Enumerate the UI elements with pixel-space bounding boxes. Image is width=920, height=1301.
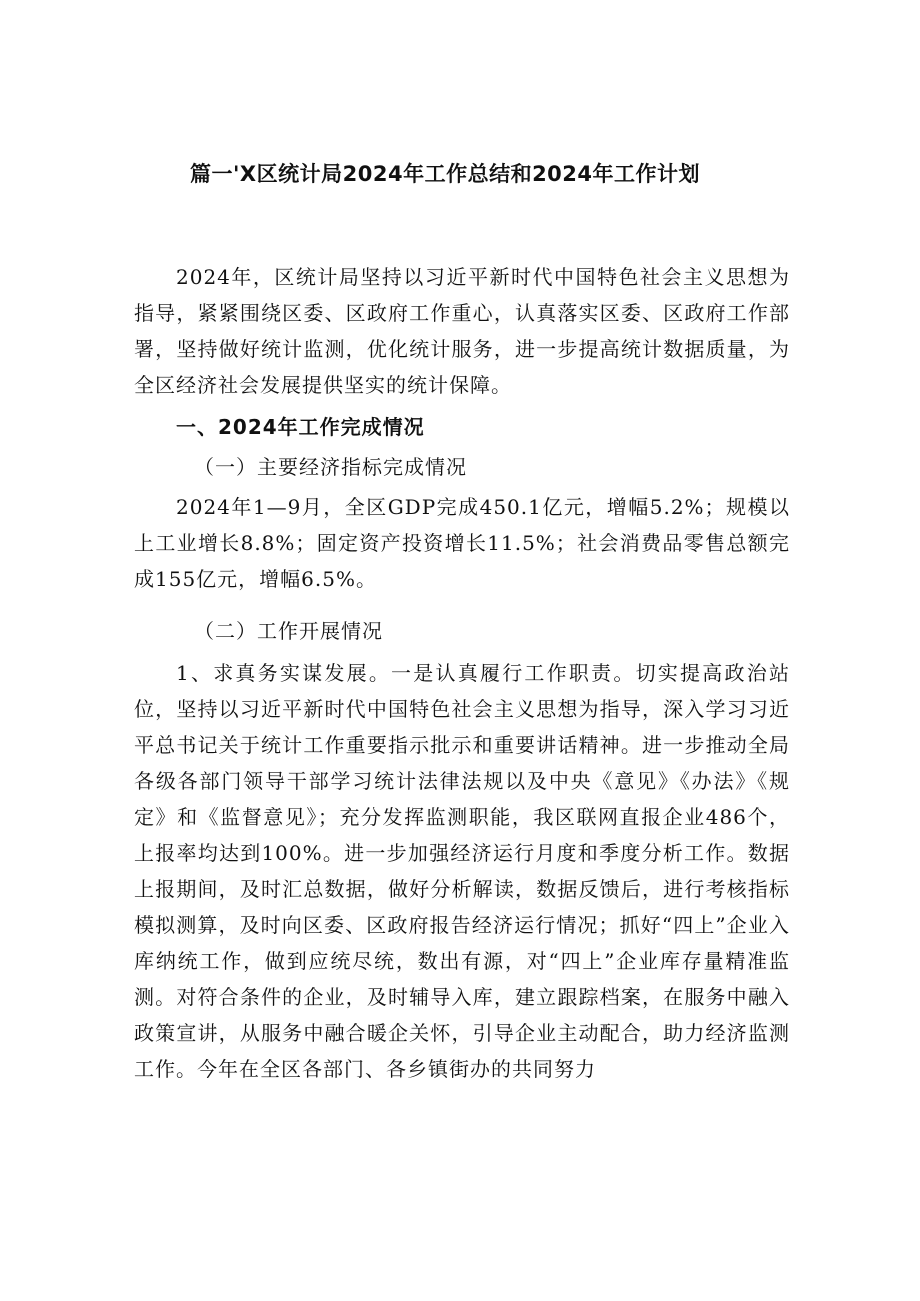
subsection-heading-2: （二）工作开展情况 [194,619,383,643]
intro-paragraph: 2024年，区统计局坚持以习近平新时代中国特色社会主义思想为指导，紧紧围绕区委、区政府工作重心，认真落实区委、区政府工作部署，坚持做好统计监测，优化统计服务，进一步提高统计数据质量，为全区经济社会发展提供坚实的统计保障。 [134,265,790,397]
document-body [134,259,790,1087]
subsection-heading-1: （一）主要经济指标完成情况 [194,455,467,479]
work-paragraph: 1、求真务实谋发展。一是认真履行工作职责。切实提高政治站位，坚持以习近平新时代中国特色社会主义思想为指导，深入学习习近平总书记关于统计工作重要指示批示和重要讲话精神。进一步推动全局各级各部门领导干部学习统计法律法规以及中央《意见》《办法》《规定》和《监督意见》；充分发挥监测职能，我区联网直报企业486个，上报率均达到100%。进一步加强经济运行月度和季度分析工作。数据上报期间，及时汇总数据，做好分析解读，数据反馈后，进行考核指标模拟测算，及时向区委、区政府报告经济运行情况；抓好“四上”企业入库纳统工作，做到应统尽统，数出有源，对“四上”企业库存量精准监测。对符合条件的企业，及时辅导入库，建立跟踪档案，在服务中融入政策宣讲，从服务中融合暖企关怀，引导企业主动配合，助力经济监测工作。今年在全区各部门、各乡镇街办的共同努力 [134,661,790,1081]
section-heading-1: 一、2024年工作完成情况 [176,415,425,439]
indicators-paragraph: 2024年1—9月，全区GDP完成450.1亿元，增幅5.2%；规模以上工业增长8.8%；固定资产投资增长11.5%；社会消费品零售总额完成155亿元，增幅6.5%。 [134,495,790,591]
document-title: 篇一'X区统计局2024年工作总结和2024年工作计划 [190,162,701,186]
